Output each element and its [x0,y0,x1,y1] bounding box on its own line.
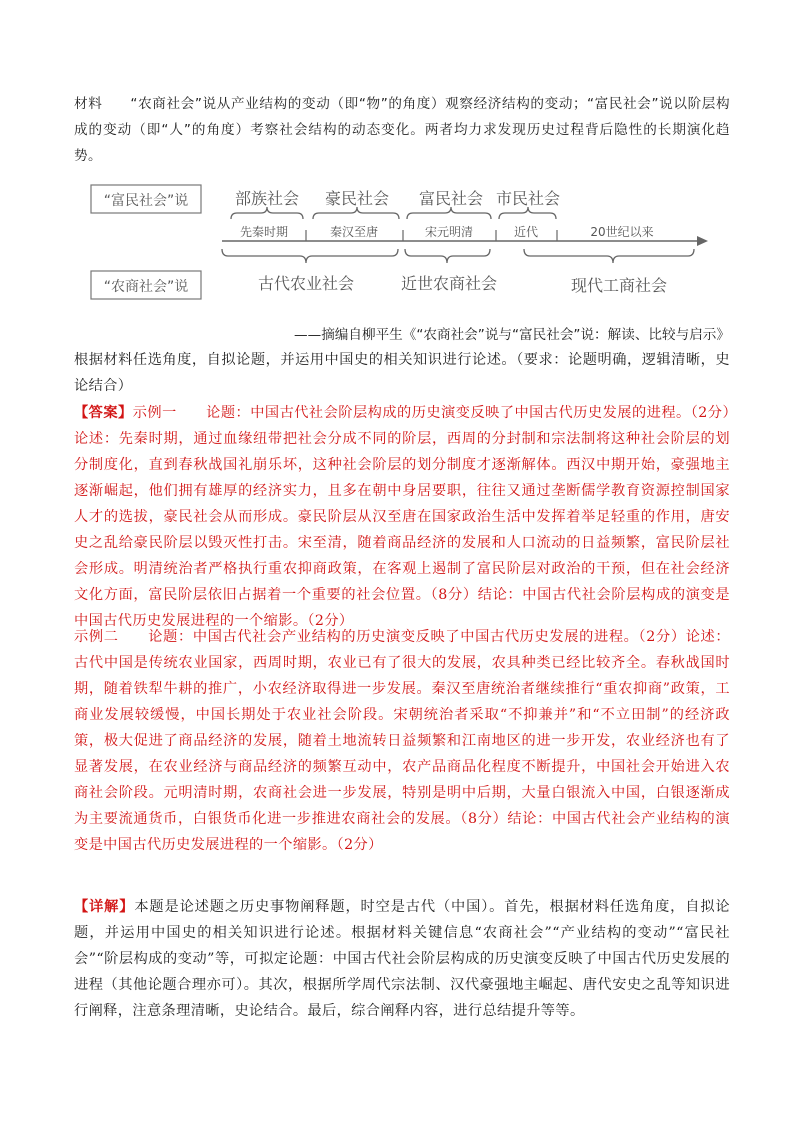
period-2: 秦汉至唐 [329,225,379,239]
lower-brace-1 [222,249,398,263]
lower-group-1: 古代农业社会 [257,274,355,293]
upper-brace-1 [231,207,303,219]
upper-group-3: 富民社会 [418,189,484,208]
period-1: 先秦时期 [239,225,289,239]
timeline-diagram [0,180,800,320]
upper-group-2: 豪民社会 [324,189,390,208]
upper-group-4: 市民社会 [495,189,561,208]
source-citation: ——摘编自柳平生《“农商社会”说与“富民社会”说：解读、比较与启示》 [294,327,730,343]
answer-example-2: 示例二 论题：中国古代社会产业结构的历史演变反映了中国古代历史发展的进程。（2分）论述：古代中国是传统农业国家，西周时期，农业已有了很大的发展，农具种类已经比较齐全。春秋战国时期，随着铁犁牛耕的推广，小农经济取得进一步发展。秦汉至唐统治者继续推行“重农抑商”政策，工商业发展较缓慢，中国长期处于农业社会阶段。宋朝统治者采取“不抑兼并”和“不立田制”的经济政策，极大促进了商品经济的发展，随着土地流转日益频繁和江南地区的进一步开发，农业经济也有了显著发展，在农业经济与商品经济的频繁互动中，农产品商品化程度不断提升，中国社会开始进入农商社会阶段。元明清时期，农商社会进一步发展，特别是明中后期，大量白银流入中国，白银逐渐成为主要流通货币，白银货币化进一步推进农商社会的发展。（8分）结论：中国古代社会产业结构的演变是中国古代历史发展进程的一个缩影。（2分） [74,629,730,853]
upper-brace-2 [313,207,399,219]
period-4: 近代 [513,225,539,239]
material-text: “农商社会”说从产业结构的变动（即“物”的角度）观察经济结构的变动；“富民社会”说以阶层构成的变动（即“人”的角度）考察社会结构的动态变化。两者均力求发现历史过程背后隐性的长期演化趋势。 [74,96,730,164]
label-top: “富民社会”说 [103,193,189,209]
material-paragraph [74,91,730,169]
answer-label: 【答案】 [74,405,133,421]
answer-example-1 [74,400,730,634]
label-bottom: “农商社会”说 [103,279,189,295]
lower-group-3: 现代工商社会 [570,276,668,295]
answer-example-1-text: 示例一 论题：中国古代社会阶层构成的历史演变反映了中国古代历史发展的进程。（2分）论述：先秦时期，通过血缘纽带把社会分成不同的阶层，西周的分封制和宗法制将这种社会阶层的划分制度化，直到春秋战国礼崩乐坏，这种社会阶层的划分制度才逐渐解体。西汉中期开始，豪强地主逐渐崛起，他们拥有雄厚的经济实力，且多在朝中身居要职，往往又通过垄断儒学教育资源控制国家人才的选拔，豪民社会从而形成。豪民阶层从汉至唐在国家政治生活中发挥着举足轻重的作用，唐安史之乱给豪民阶层以毁灭性打击。宋至清，随着商品经济的发展和人口流动的日益频繁，富民阶层社会形成。明清统治者严格执行重农抑商政策，在客观上遏制了富民阶层对政治的干预，但在社会经济文化方面，富民阶层依旧占据着一个重要的社会位置。（8分）结论：中国古代社会阶层构成的演变是中国古代历史发展进程的一个缩影。（2分） [74,405,730,629]
upper-brace-3 [407,207,491,219]
detail-label: 【详解】 [74,899,135,915]
period-5: 20世纪以来 [590,225,654,239]
lower-brace-3 [524,249,694,263]
detail-text: 本题是论述题之历史事物阐释题，时空是古代（中国）。首先，根据材料任选角度，自拟论题，并运用中国史的相关知识进行论述。根据材料关键信息“农商社会”“产业结构的变动”“富民社会”“阶层构成的变动”等，可拟定论题：中国古代社会阶层构成的历史演变反映了中国古代历史发展的进程（其他论题合理亦可）。其次，根据所学周代宗法制、汉代豪强地主崛起、唐代安史之乱等知识进行阐释，注意条理清晰，史论结合。最后，综合阐释内容，进行总结提升等等。 [74,899,730,1019]
upper-brace-4 [499,207,556,219]
upper-group-1: 部族社会 [234,189,300,208]
period-3: 宋元明清 [424,225,474,239]
timeline-arrowhead [697,236,708,246]
lower-group-2: 近世农商社会 [400,274,498,293]
material-tag: 材料 [74,96,103,112]
question-paragraph: 根据材料任选角度，自拟论题，并运用中国史的相关知识进行论述。（要求：论题明确，逻辑清晰，史论结合） [74,352,730,394]
lower-brace-2 [405,249,490,263]
detail-paragraph [74,894,730,1024]
